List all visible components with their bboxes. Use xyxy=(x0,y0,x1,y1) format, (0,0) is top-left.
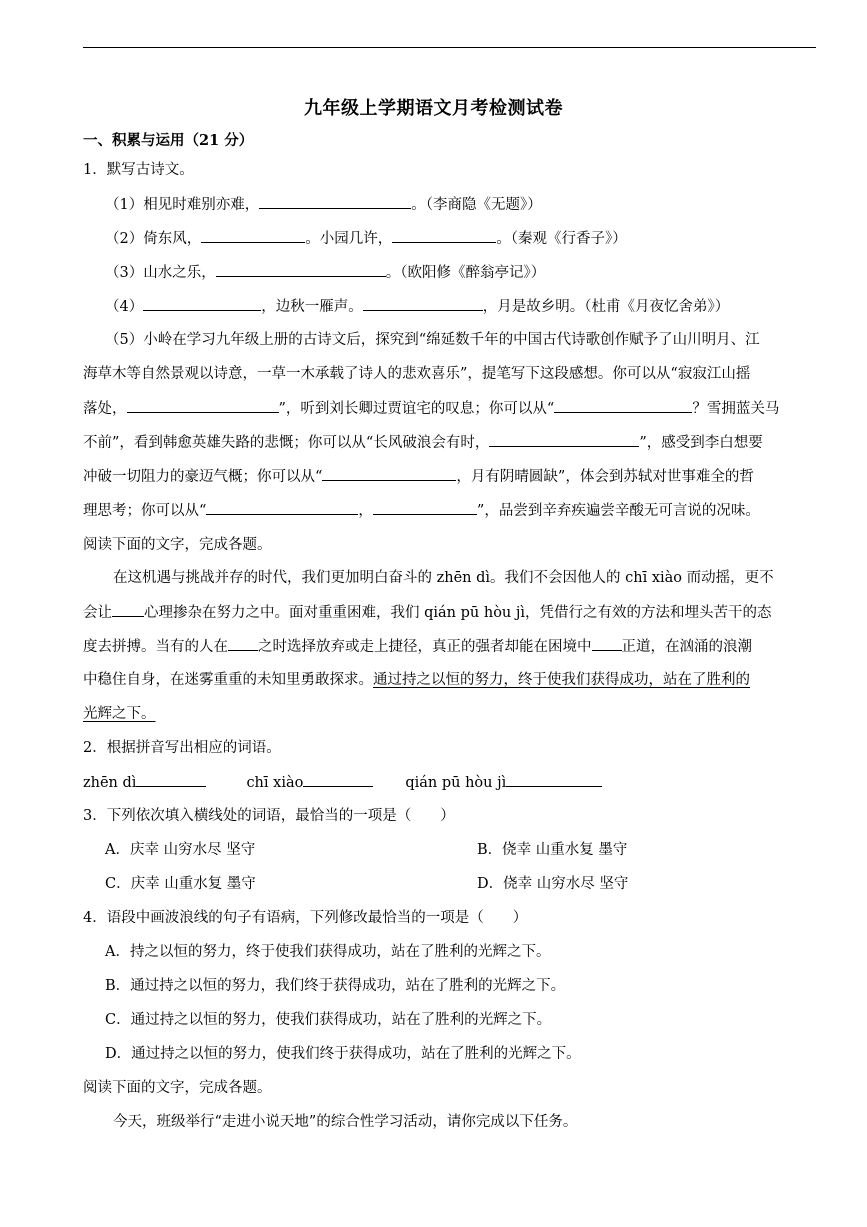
q1-item-5-line4: 不前”，看到韩愈英雄失路的悲慨；你可以从“长风破浪会有时， ”，感受到李白想要 xyxy=(83,432,821,453)
page-title: 九年级上学期语文月考检测试卷 xyxy=(304,98,563,119)
q1-item-1: （1）相见时难别亦难， 。（李商隐《无题》） xyxy=(105,194,843,215)
q1-item-5-line5: 冲破一切阻力的豪迈气概；你可以从“ ，月有阴晴圆缺”，体会到苏轼对世事难全的哲 xyxy=(83,466,821,487)
q4-stem: 4．语段中画波浪线的句子有语病，下列修改最恰当的一项是（ ） xyxy=(83,910,528,926)
passage-line-3: 度去拼搏。当有的人在 之时选择放弃或走上捷径，真正的强者却能在困境中 正道，在汹涌的浪潮 xyxy=(83,636,821,657)
answer-blank[interactable] xyxy=(373,500,477,515)
q2-pinyin-row: zhēn dì chī xiào qián pū hòu jì xyxy=(83,772,821,793)
q4-option-a[interactable]: A．持之以恒的努力，终于使我们获得成功，站在了胜利的光辉之下。 xyxy=(105,944,551,960)
q3-options-row2 xyxy=(105,874,843,894)
q3-option-b[interactable]: B．侥幸 山重水复 墨守 xyxy=(477,842,628,858)
answer-blank[interactable] xyxy=(489,432,639,447)
header-rule xyxy=(83,47,816,48)
q1-item-4: （4） ，边秋一雁声。 ，月是故乡明。（杜甫《月夜忆舍弟》） xyxy=(105,296,843,317)
wavy-underlined-sentence: 通过持之以恒的努力，终于使我们获得成功，站在了胜利的 xyxy=(373,672,750,688)
answer-blank[interactable] xyxy=(363,296,483,311)
q4-option-b[interactable]: B．通过持之以恒的努力，我们终于获得成功，站在了胜利的光辉之下。 xyxy=(105,978,566,994)
reading-instruction-2: 阅读下面的文字，完成各题。 xyxy=(83,1080,272,1096)
q2-stem: 2．根据拼音写出相应的词语。 xyxy=(83,740,281,756)
q1-item-5-line1: （5）小岭在学习九年级上册的古诗文后，探究到“绵延数千年的中国古代诗歌创作赋予了山川明月、江 xyxy=(105,332,760,348)
q1-item-3: （3）山水之乐， 。（欧阳修《醉翁亭记》） xyxy=(105,262,843,283)
q3-stem: 3．下列依次填入横线处的词语，最恰当的一项是（ ） xyxy=(83,808,455,824)
passage-blank[interactable] xyxy=(112,602,144,617)
passage-line-4: 中稳住自身，在迷雾重重的未知里勇敢探求。通过持之以恒的努力，终于使我们获得成功，站在了胜利的 xyxy=(83,672,750,688)
q1-item-5-line3: 落处， ”，听到刘长卿过贾谊宅的叹息；你可以从“ ？雪拥蓝关马 xyxy=(83,398,821,419)
answer-blank[interactable] xyxy=(143,296,261,311)
answer-blank[interactable] xyxy=(127,398,279,413)
pinyin-answer-blank[interactable] xyxy=(136,772,206,787)
passage-blank[interactable] xyxy=(592,636,622,651)
q3-options-row1 xyxy=(105,840,843,860)
answer-blank[interactable] xyxy=(201,228,305,243)
q4-option-d[interactable]: D．通过持之以恒的努力，使我们终于获得成功，站在了胜利的光辉之下。 xyxy=(105,1046,581,1062)
passage-line-1: 在这机遇与挑战并存的时代，我们更加明白奋斗的 zhēn dì。我们不会因他人的 chī xiào 而动摇，更不 xyxy=(113,570,774,586)
pinyin-answer-blank[interactable] xyxy=(506,772,602,787)
passage-line-2: 会让 心理掺杂在努力之中。面对重重困难，我们 qián pū hòu jì，凭借行之有效的方法和埋头苦干的态 xyxy=(83,602,821,623)
answer-blank[interactable] xyxy=(554,398,692,413)
q1-item-5-line2: 海草木等自然景观以诗意，一草一木承载了诗人的悲欢喜乐”，提笔写下这段感想。你可以从“寂寂江山摇 xyxy=(83,366,751,382)
answer-blank[interactable] xyxy=(216,262,386,277)
q1-stem: 1．默写古诗文。 xyxy=(83,162,194,178)
answer-blank[interactable] xyxy=(392,228,496,243)
answer-blank[interactable] xyxy=(259,194,411,209)
answer-blank[interactable] xyxy=(322,466,456,481)
q4-option-c[interactable]: C．通过持之以恒的努力，使我们获得成功，站在了胜利的光辉之下。 xyxy=(105,1012,552,1028)
passage-blank[interactable] xyxy=(228,636,258,651)
q3-option-c[interactable]: C．庆幸 山重水复 墨守 xyxy=(105,876,256,892)
activity-task: 今天，班级举行“走进小说天地”的综合性学习活动，请你完成以下任务。 xyxy=(113,1114,578,1130)
passage-line-5: 光辉之下。 xyxy=(83,706,156,722)
answer-blank[interactable] xyxy=(206,500,358,515)
q3-option-a[interactable]: A．庆幸 山穷水尽 坚守 xyxy=(105,842,256,858)
reading-instruction: 阅读下面的文字，完成各题。 xyxy=(83,537,272,553)
section-heading: 一、积累与运用（21 分） xyxy=(83,132,254,149)
pinyin-answer-blank[interactable] xyxy=(303,772,373,787)
q1-item-5-line6: 理思考；你可以从“ ， ”，品尝到辛弃疾遍尝辛酸无可言说的况味。 xyxy=(83,500,821,521)
q3-option-d[interactable]: D．侥幸 山穷水尽 坚守 xyxy=(477,876,629,892)
q1-item-2: （2）倚东风， 。小园几许， 。（秦观《行香子》） xyxy=(105,228,843,249)
